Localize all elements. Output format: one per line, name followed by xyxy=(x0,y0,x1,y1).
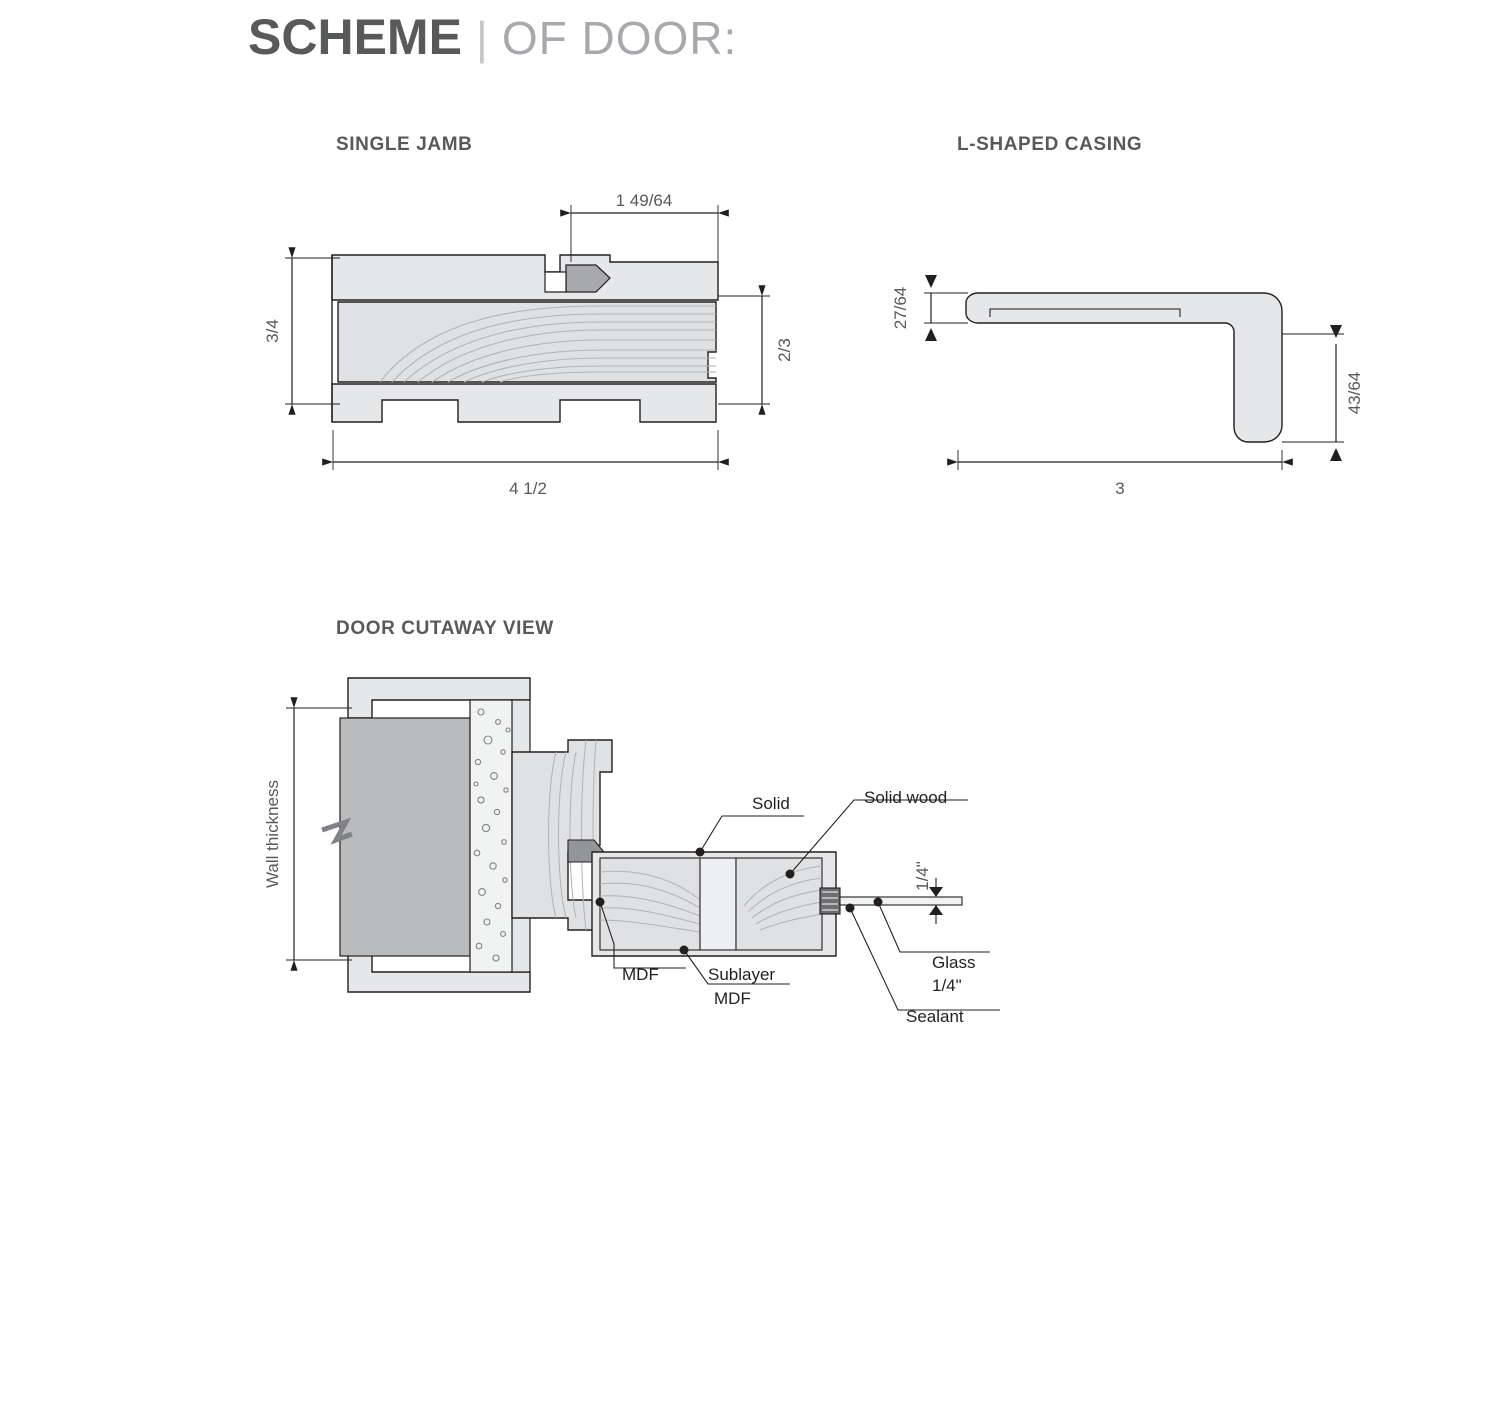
dim-glass-gap-label: 1/4" xyxy=(913,861,932,891)
callout-solid-wood: Solid wood xyxy=(864,788,948,807)
dim-jamb-top-label: 1 49/64 xyxy=(615,191,673,210)
dim-jamb-left-label: 3/4 xyxy=(263,319,282,343)
callout-sealant: Sealant xyxy=(906,1007,964,1026)
dim-casing-left-label: 27/64 xyxy=(891,286,910,330)
callout-sublayer: Sublayer xyxy=(708,965,776,984)
section-caption-door-cutaway-view: DOOR CUTAWAY VIEW xyxy=(336,618,554,639)
callout-mdf-left: MDF xyxy=(622,965,659,984)
section-caption-single-jamb: SINGLE JAMB xyxy=(336,134,473,155)
section-caption-l-shaped-casing: L-SHAPED CASING xyxy=(957,134,1143,155)
title-subtitle: OF DOOR: xyxy=(501,12,738,64)
title-separator: | xyxy=(475,12,488,64)
title-main: SCHEME xyxy=(248,9,462,65)
wall-assembly xyxy=(322,678,612,992)
dim-wall-thickness-label: Wall thickness xyxy=(263,779,282,889)
dim-casing-right-label: 43/64 xyxy=(1345,371,1364,415)
dim-jamb-right-label: 2/3 xyxy=(775,338,794,362)
callout-solid: Solid xyxy=(752,794,790,813)
callout-mdf-bottom: MDF xyxy=(714,989,751,1008)
dim-casing-bottom-label: 3 xyxy=(1115,479,1125,498)
dim-jamb-bottom-label: 4 1/2 xyxy=(509,479,547,498)
dim-glass-gap xyxy=(913,861,943,924)
door-slab xyxy=(592,852,962,956)
callout-glass-thickness: 1/4" xyxy=(932,976,962,995)
callout-glass: Glass xyxy=(932,953,976,972)
